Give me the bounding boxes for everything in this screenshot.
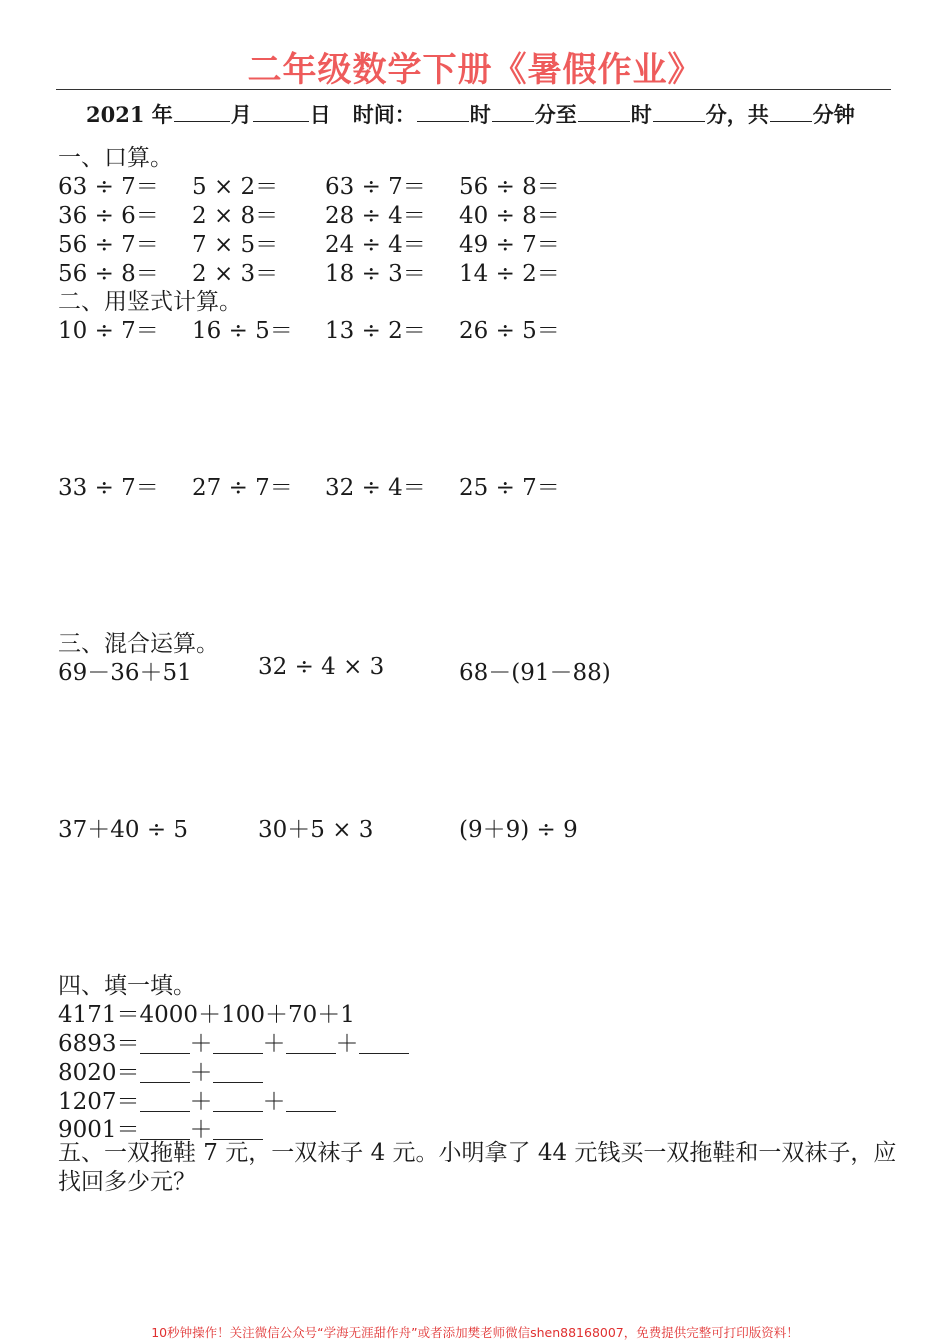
plus-sign: ＋ [262, 1089, 286, 1115]
fill-lhs: 6893＝ [58, 1031, 140, 1057]
end-minute-blank[interactable] [653, 101, 705, 122]
minutes-label: 分钟 [812, 102, 855, 127]
vertical-calc-problem: 25 ÷ 7＝ [459, 475, 560, 501]
day-blank[interactable] [253, 101, 309, 122]
answer-blank[interactable] [213, 1060, 263, 1083]
answer-blank[interactable] [140, 1089, 190, 1112]
day-label: 日 [309, 102, 331, 127]
oral-problem: 7 × 5＝ [192, 232, 279, 258]
hour-label-2: 时 [630, 102, 652, 127]
answer-blank[interactable] [286, 1031, 336, 1054]
section3-heading: 三、混合运算。 [58, 631, 219, 657]
plus-sign: ＋ [189, 1089, 213, 1115]
oral-problem: 18 ÷ 3＝ [325, 261, 426, 287]
oral-problem: 28 ÷ 4＝ [325, 203, 426, 229]
section2-heading: 二、用竖式计算。 [58, 289, 242, 315]
total-minutes-blank[interactable] [770, 101, 812, 122]
oral-problem: 56 ÷ 7＝ [58, 232, 159, 258]
end-hour-blank[interactable] [578, 101, 630, 122]
answer-blank[interactable] [359, 1031, 409, 1054]
answer-blank[interactable] [213, 1089, 263, 1112]
mixed-calc-problem: (9＋9) ÷ 9 [459, 817, 578, 843]
word-problem: 五、一双拖鞋 7 元，一双袜子 4 元。小明拿了 44 元钱买一双拖鞋和一双袜子，应找回多少元？ [58, 1140, 897, 1195]
vertical-calc-problem: 16 ÷ 5＝ [192, 318, 293, 344]
oral-problem: 2 × 8＝ [192, 203, 279, 229]
year-label: 2021 年 [86, 102, 173, 127]
oral-problem: 56 ÷ 8＝ [58, 261, 159, 287]
fill-lhs: 8020＝ [58, 1060, 140, 1086]
answer-blank[interactable] [213, 1117, 263, 1140]
mixed-calc-problem: 37＋40 ÷ 5 [58, 817, 189, 843]
month-label: 月 [230, 102, 252, 127]
month-blank[interactable] [174, 101, 230, 122]
mixed-calc-problem: 68－(91－88) [459, 660, 611, 686]
answer-blank[interactable] [213, 1031, 263, 1054]
title-divider [56, 89, 891, 90]
oral-problem: 49 ÷ 7＝ [459, 232, 560, 258]
plus-sign: ＋ [189, 1060, 213, 1086]
oral-problem: 14 ÷ 2＝ [459, 261, 560, 287]
plus-sign: ＋ [189, 1117, 213, 1143]
answer-blank[interactable] [140, 1031, 190, 1054]
date-time-line [86, 99, 855, 129]
promo-footer: 10秒钟操作！关注微信公众号“学海无涯甜作舟”或者添加樊老师微信shen88168007，免费提供完整可打印版资料！ [151, 1325, 799, 1340]
page-title: 二年级数学下册《暑假作业》 [247, 50, 703, 90]
hour-label-1: 时 [469, 102, 491, 127]
vertical-calc-problem: 32 ÷ 4＝ [325, 475, 426, 501]
fill-lhs: 1207＝ [58, 1089, 140, 1115]
mixed-calc-problem: 69－36＋51 [58, 660, 192, 686]
minute-total-label: 分，共 [705, 102, 769, 127]
answer-blank[interactable] [286, 1089, 336, 1112]
start-hour-blank[interactable] [417, 101, 469, 122]
mixed-calc-problem: 30＋5 × 3 [258, 817, 374, 843]
answer-blank[interactable] [140, 1060, 190, 1083]
oral-problem: 40 ÷ 8＝ [459, 203, 560, 229]
fill-lhs: 9001＝ [58, 1117, 140, 1143]
answer-blank[interactable] [140, 1117, 190, 1140]
fill-example: 4171＝4000＋100＋70＋1 [58, 1002, 355, 1028]
minute-to-label: 分至 [534, 102, 577, 127]
vertical-calc-problem: 33 ÷ 7＝ [58, 475, 159, 501]
oral-problem: 5 × 2＝ [192, 174, 279, 200]
start-minute-blank[interactable] [492, 101, 534, 122]
vertical-calc-problem: 26 ÷ 5＝ [459, 318, 560, 344]
mixed-calc-problem: 32 ÷ 4 × 3 [258, 654, 385, 680]
oral-problem: 36 ÷ 6＝ [58, 203, 159, 229]
plus-sign: ＋ [189, 1031, 213, 1057]
time-label: 时间： [352, 102, 416, 127]
oral-problem: 63 ÷ 7＝ [325, 174, 426, 200]
section1-heading: 一、口算。 [58, 145, 173, 171]
oral-problem: 56 ÷ 8＝ [459, 174, 560, 200]
vertical-calc-problem: 10 ÷ 7＝ [58, 318, 159, 344]
oral-problem: 63 ÷ 7＝ [58, 174, 159, 200]
oral-problem: 24 ÷ 4＝ [325, 232, 426, 258]
plus-sign: ＋ [335, 1031, 359, 1057]
vertical-calc-problem: 27 ÷ 7＝ [192, 475, 293, 501]
oral-problem: 2 × 3＝ [192, 261, 279, 287]
section4-heading: 四、填一填。 [58, 973, 196, 999]
plus-sign: ＋ [262, 1031, 286, 1057]
vertical-calc-problem: 13 ÷ 2＝ [325, 318, 426, 344]
